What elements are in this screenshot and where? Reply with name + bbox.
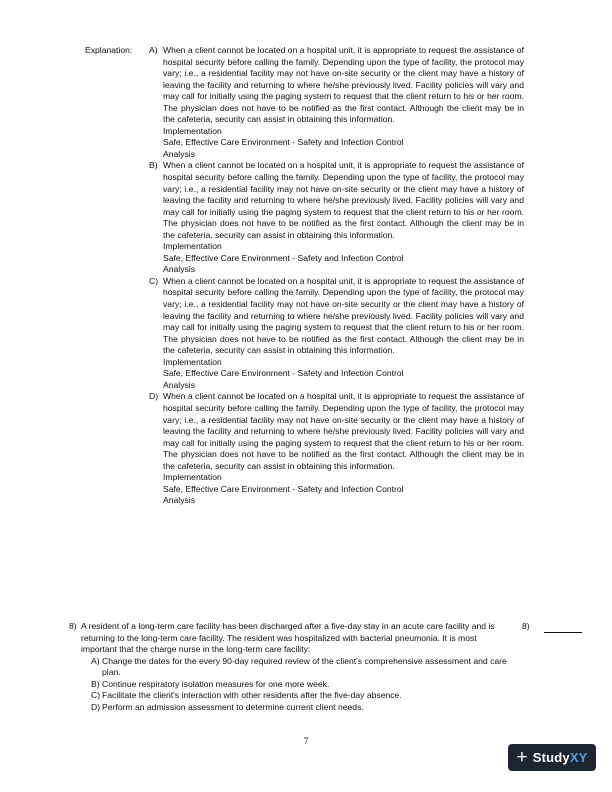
category-client-need: Safe, Effective Care Environment - Safety and Infection Control [163,252,404,263]
category-step: Implementation [163,356,222,367]
option-letter: D) [149,391,159,402]
option-text: When a client cannot be located on a hospital unit, it is appropriate to request the assistance of hospital security before calling the family. Depending upon the type of facility, the protocol may vary; i.e., a residential facility may not have on-site security or the client may have a history of leaving the facility and returning to where he/she previously lived. Facility policies will vary and may call for initially using the paging system to request that the client return to his or her room. The physician does not have to be notified as the first contact. Although the client may be in the cafeteria, security can assist in obtaining this information. [163,275,524,356]
answer-option-letter: B) [91,678,100,689]
category-cognitive-level: Analysis [163,264,195,275]
category-step: Implementation [163,241,222,252]
answer-option-letter: C) [91,690,101,701]
explanation-option [149,276,524,391]
explanation-option [149,391,524,506]
option-letter: B) [149,160,158,171]
studyxy-badge[interactable] [508,744,596,771]
option-letter: A) [149,45,158,55]
option-text: When a client cannot be located on a hospital unit, it is appropriate to request the assistance of hospital security before calling the family. Depending upon the type of facility, the protocol may vary; i.e., a residential facility may not have on-site security or the client may have a history of leaving the facility and returning to where he/she previously lived. Facility policies will vary and may call for initially using the paging system to request that the client return to his or her room. The physician does not have to be notified as the first contact. Although the client may be in the cafeteria, security can assist in obtaining this information. [163,391,524,471]
question-options [72,656,512,714]
question-stem [69,621,512,656]
option-text: When a client cannot be located on a hospital unit, it is appropriate to request the assistance of hospital security before calling the family. Depending upon the type of facility, the protocol may vary; i.e., a residential facility may not have on-site security or the client may have a history of leaving the facility and returning to where he/she previously lived. Facility policies will vary and may call for initially using the paging system to request that the client return to his or her room. The physician does not have to be notified as the first contact. Although the client may be in the cafeteria, security can assist in obtaining this information. [163,160,524,240]
answer-option-text: Facilitate the client's interaction with other residents after the five-day absence. [102,690,402,701]
question-number: 8) [69,621,77,631]
brand-main: Study [532,749,570,765]
plus-icon: + [516,747,528,768]
question-block [69,621,512,713]
page-number: 7 [303,736,309,746]
answer-option-c[interactable] [72,690,512,702]
category-cognitive-level: Analysis [163,495,195,506]
category-client-need: Safe, Effective Care Environment - Safety and Infection Control [163,483,404,494]
category-client-need: Safe, Effective Care Environment - Safety and Infection Control [163,137,404,148]
answer-option-letter: D) [91,701,101,712]
explanation-label: Explanation: [85,45,133,55]
explanation-option [149,160,524,275]
answer-blank [522,621,582,633]
option-text: When a client cannot be located on a hospital unit, it is appropriate to request the assistance of hospital security before calling the family. Depending upon the type of facility, the protocol may vary; i.e., a residential facility may not have on-site security or the client may have a history of leaving the facility and returning to where he/she previously lived. Facility policies will vary and may call for initially using the paging system to request that the client return to his or her room. The physician does not have to be notified as the first contact. Although the client may be in the cafeteria, security can assist in obtaining this information. [163,45,524,125]
answer-number: 8) [522,621,530,631]
category-client-need: Safe, Effective Care Environment - Safety and Infection Control [163,368,404,379]
question-stem-text: A resident of a long-term care facility has been discharged after a five-day stay in an acute care facility and is returning to the long-term care facility. The resident was hospitalized with bacterial pneumonia. It is most important that the charge nurse in the long-term care facility: [81,621,495,655]
answer-option-text: Change the dates for the every 90-day required review of the client's comprehensive assessment and care plan. [102,655,507,678]
answer-option-a[interactable] [72,656,512,679]
brand-accent: XY [569,749,588,765]
option-letter: C) [149,275,159,286]
answer-option-text: Continue respiratory isolation measures for one more week. [102,678,330,689]
answer-option-d[interactable] [72,702,512,714]
category-cognitive-level: Analysis [163,148,195,159]
answer-option-letter: A) [91,655,100,666]
answer-option-b[interactable] [72,679,512,691]
answer-line[interactable] [544,622,582,633]
explanation-block [149,45,524,507]
category-cognitive-level: Analysis [163,379,195,390]
category-step: Implementation [163,125,222,136]
explanation-option [149,45,524,160]
category-step: Implementation [163,472,222,483]
answer-option-text: Perform an admission assessment to determine current client needs. [102,701,364,712]
